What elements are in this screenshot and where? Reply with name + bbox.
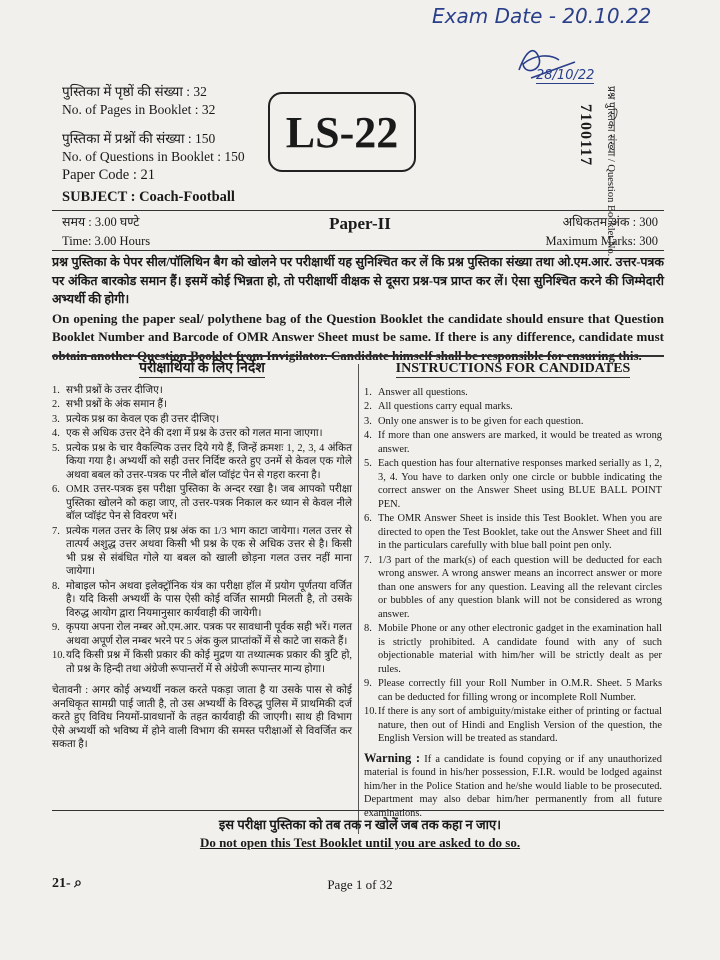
hindi-instruction-item-number: 6. — [52, 484, 60, 495]
hindi-instruction-item — [52, 398, 352, 412]
hindi-instruction-item-number: 10. — [52, 650, 65, 661]
hindi-instruction-item — [52, 525, 352, 579]
max-marks-english: Maximum Marks: 300 — [545, 234, 658, 248]
hindi-instructions — [52, 362, 352, 752]
hindi-warning-text: चेतावनी : अगर कोई अभ्यर्थी नकल करते पकड़ा जाता है या उसके पास से कोई अनधिकृत सामग्री पाई जाती है, तो उस अभ्यर्थी के विरुद्ध पुलिस में प्राथमिकी दर्ज करते हुए विविध नियमों-प्रावधानों के तहत कार्यवाही की जाएगी। साथ ही विभाग ऐसे अभ्यर्थी को भविष्य में होने वाली विभाग की समस्त परीक्षाओं से विवर्जित कर सकता है। — [52, 685, 352, 750]
hindi-instruction-item — [52, 427, 352, 441]
hindi-instruction-item-number: 1. — [52, 384, 60, 396]
english-instruction-item-number: 1. — [364, 386, 372, 398]
booklet-code-mark: 21- ⌕ — [52, 876, 83, 891]
hindi-instruction-item — [52, 483, 352, 524]
english-instruction-item-text: All questions carry equal marks. — [378, 401, 513, 412]
english-instruction-item-text: Mobile Phone or any other electronic gadget in the examination hall is strictly prohibited. A candidate found with any of such objectionable material with him/her will be strictly dealt as per rules. — [378, 623, 662, 675]
english-instructions-heading: INSTRUCTIONS FOR CANDIDATES — [395, 361, 631, 376]
english-warning-label: Warning : — [364, 750, 421, 765]
hindi-instructions-list — [52, 384, 352, 677]
english-instruction-item-number: 8. — [364, 623, 372, 634]
opening-notice-english: On opening the paper seal/ polythene bag of the Question Booklet the candidate should ensure that Question Booklet Number and Barcode of OMR Answer Sheet must be same. If there is any difference, candidate must obtain another Question Booklet from Invigilator. Candidate himself shall be responsible for ensuring this. — [52, 310, 664, 363]
hindi-instruction-item-text: सभी प्रश्नों के उत्तर दीजिए। — [66, 384, 163, 396]
hindi-instructions-heading: परीक्षार्थियों के लिए निर्देश — [139, 361, 265, 376]
page-number: Page 1 of 32 — [327, 877, 393, 892]
hindi-instruction-item — [52, 649, 352, 676]
hindi-instruction-item — [52, 442, 352, 483]
hindi-instruction-item-text: प्रत्येक प्रश्न के चार वैकल्पिक उत्तर दिये गये हैं, जिन्हें क्रमशः 1, 2, 3, 4 अंकित किया गया है। अभ्यर्थी को सही उत्तर निर्दिष्ट करते हुए उनमें से केवल एक गोले अथवा बबल को उत्तर-पत्रक पर नीले बॉल प्वॉइंट पेन से गहरा करना है। — [66, 442, 352, 481]
hindi-instruction-item-text: मोबाइल फोन अथवा इलेक्ट्रॉनिक यंत्र का परीक्षा हॉल में प्रयोग पूर्णतया वर्जित है। यदि किसी अभ्यर्थी के पास ऐसी कोई वर्जित सामग्री मिलती है, तो उसके विरुद्ध आयोग द्वारा नियमानुसार कार्यवाही की जायेगी। — [66, 580, 352, 619]
english-instruction-item — [364, 386, 662, 400]
english-instruction-item-text: If there is any sort of ambiguity/mistake either of printing or factual nature, then out of Hindi and English Version of the question, the English Version will be treated as standard. — [378, 706, 662, 744]
english-instruction-item-number: 9. — [364, 678, 372, 689]
english-instruction-item — [364, 512, 662, 553]
hindi-instruction-item-text: प्रत्येक गलत उत्तर के लिए प्रश्न अंक का 1/3 भाग काटा जायेगा। गलत उत्तर से तात्पर्य अशुद्ध उत्तर अथवा किसी भी प्रश्न के एक से अधिक उत्तर से है। किसी भी प्रश्न से संबंधित गोले या बबल को खाली छोड़ना गलत उत्तर नहीं माना जायेगा। — [66, 525, 352, 577]
english-instruction-item-number: 10. — [364, 706, 377, 717]
english-instruction-item-number: 4. — [364, 430, 372, 441]
hindi-instruction-item-text: एक से अधिक उत्तर देने की दशा में प्रश्न के उत्तर को गलत माना जाएगा। — [66, 428, 323, 439]
english-instructions-list — [364, 386, 662, 746]
hindi-instruction-item — [52, 621, 352, 648]
hindi-instruction-item-text: यदि किसी प्रश्न में किसी प्रकार की कोई मुद्रण या तथ्यात्मक प्रकार की त्रुटि हो, तो प्रश्न के हिन्दी तथा अंग्रेजी रूपान्तरों में से अंग्रेजी रूपान्तर मान्य होगा। — [66, 650, 352, 675]
english-instruction-item — [364, 677, 662, 704]
english-instruction-item-text: The OMR Answer Sheet is inside this Test Booklet. When you are directed to open the Test Booklet, take out the Answer Sheet and fill in the particulars carefully with blue ball point pen only. — [378, 513, 662, 551]
handwritten-exam-date: Exam Date - 20.10.22 — [432, 4, 652, 28]
time-hindi: समय : 3.00 घण्टे — [62, 215, 140, 229]
english-instructions — [364, 362, 662, 820]
hindi-instruction-item — [52, 413, 352, 427]
column-divider — [358, 364, 359, 834]
hindi-instruction-item — [52, 580, 352, 621]
english-instruction-item-number: 5. — [364, 458, 372, 469]
subject: SUBJECT : Coach-Football — [62, 189, 235, 205]
hindi-instruction-item-number: 8. — [52, 580, 60, 592]
question-booklet-number-label: प्रश्न पुस्तिका संख्या / Question Booklet No. — [605, 86, 616, 257]
notice-divider — [52, 355, 664, 357]
hindi-instruction-item-text: प्रत्येक प्रश्न का केवल एक ही उत्तर दीजिए। — [66, 413, 220, 425]
english-instruction-item — [364, 415, 662, 429]
english-instruction-item-text: Only one answer is to be given for each question. — [378, 415, 584, 427]
booklet-code-box — [268, 92, 416, 172]
pages-count-english: No. of Pages in Booklet : 32 — [62, 102, 216, 117]
hindi-warning — [52, 684, 352, 752]
hindi-instruction-item-text: सभी प्रश्नों के अंक समान हैं। — [66, 399, 168, 410]
opening-notice — [52, 253, 664, 365]
timebar-divider — [52, 250, 664, 251]
opening-notice-hindi: प्रश्न पुस्तिका के पेपर सील/पॉलिथिन बैग को खोलने पर परीक्षार्थी यह सुनिश्चित कर लें कि प्रश्न पुस्तिका संख्या तथा ओ.एम.आर. उत्तर-पत्रक पर अंकित बारकोड समान हैं। इसमें कोई भिन्नता हो, तो परीक्षार्थी वीक्षक से दूसरा प्रश्न-पत्र प्राप्त कर लें। ऐसा सुनिश्चित करने की जिम्मेदारी अभ्यर्थी की होगी। — [52, 255, 664, 306]
english-instruction-item-number: 3. — [364, 415, 372, 427]
english-instruction-item — [364, 400, 662, 414]
do-not-open-english: Do not open this Test Booklet until you are asked to do so. — [199, 835, 521, 850]
english-instruction-item-number: 7. — [364, 554, 372, 566]
hindi-instruction-item-text: कृपया अपना रोल नम्बर ओ.एम.आर. पत्रक पर सावधानी पूर्वक सही भरें। गलत अथवा अपूर्ण रोल नम्बर भरने पर 5 अंक कुल प्राप्तांकों में से काटे जा सकते हैं। — [66, 622, 352, 647]
english-instruction-item-text: 1/3 part of the mark(s) of each question will be deducted for each wrong answer. A wrong answer means an incorrect answer or more than one answers for any question. Leaving all the relevant circles or bubbles of any question blank will not be considered as wrong answer. — [378, 554, 662, 620]
paper-code: Paper Code : 21 — [62, 167, 156, 183]
english-instruction-item-number: 2. — [364, 401, 372, 412]
hindi-instruction-item-number: 7. — [52, 525, 60, 537]
english-instruction-item-number: 6. — [364, 513, 372, 524]
hindi-instruction-item-text: OMR उत्तर-पत्रक इस परीक्षा पुस्तिका के अन्दर रखा है। जब आपको परीक्षा पुस्तिका खोलने को कहा जाए, तो उत्तर-पत्रक निकाल कर ध्यान से केवल नीले बॉल प्वॉइंट पेन से विवरण भरें। — [66, 484, 352, 522]
english-instruction-item — [364, 705, 662, 746]
questions-count-english: No. of Questions in Booklet : 150 — [62, 149, 245, 164]
questions-count-hindi: पुस्तिका में प्रश्नों की संख्या : 150 — [62, 131, 216, 146]
question-booklet-number: 7100117 — [577, 104, 594, 167]
english-instruction-item-text: Each question has four alternative responses marked serially as 1, 2, 3, 4. You have to darken only one circle or bubble indicating the correct answer on the Answer Sheet using BLUE BALL POINT PEN. — [378, 458, 662, 510]
handwritten-signature-date: 28/10/22 — [536, 68, 595, 83]
english-instruction-item-text: Answer all questions. — [378, 386, 468, 398]
time-english: Time: 3.00 Hours — [62, 234, 151, 248]
hindi-instruction-item-number: 5. — [52, 442, 60, 454]
footer-divider — [52, 810, 664, 811]
hindi-instruction-item — [52, 384, 352, 398]
hindi-instruction-item-number: 9. — [52, 622, 60, 633]
pages-count-hindi: पुस्तिका में पृष्ठों की संख्या : 32 — [62, 84, 207, 99]
paper-title: Paper-II — [329, 214, 391, 233]
max-marks-hindi: अधिकतम अंक : 300 — [562, 215, 658, 229]
hindi-instruction-item-number: 3. — [52, 413, 60, 425]
header-divider — [52, 210, 664, 211]
hindi-instruction-item-number: 4. — [52, 428, 60, 439]
booklet-code: LS-22 — [285, 107, 399, 157]
do-not-open-hindi: इस परीक्षा पुस्तिका को तब तक न खोलें जब तक कहा न जाए। — [218, 817, 502, 832]
english-instruction-item — [364, 554, 662, 622]
english-warning-text: If a candidate is found copying or if any unauthorized material is found in his/her possession, F.I.R. would be lodged against him/her in the Police Station and he/she would liable to be prosecuted. Department may also debar him/her permanently from all future examinations. — [364, 753, 662, 819]
hindi-instruction-item-number: 2. — [52, 399, 60, 410]
english-instruction-item — [364, 622, 662, 676]
english-instruction-item — [364, 429, 662, 456]
english-instruction-item — [364, 457, 662, 511]
english-instruction-item-text: If more than one answers are marked, it would be treated as wrong answer. — [378, 430, 662, 455]
english-instruction-item-text: Please correctly fill your Roll Number in O.M.R. Sheet. 5 Marks can be deducted for filling wrong or incomplete Roll Number. — [378, 678, 662, 703]
